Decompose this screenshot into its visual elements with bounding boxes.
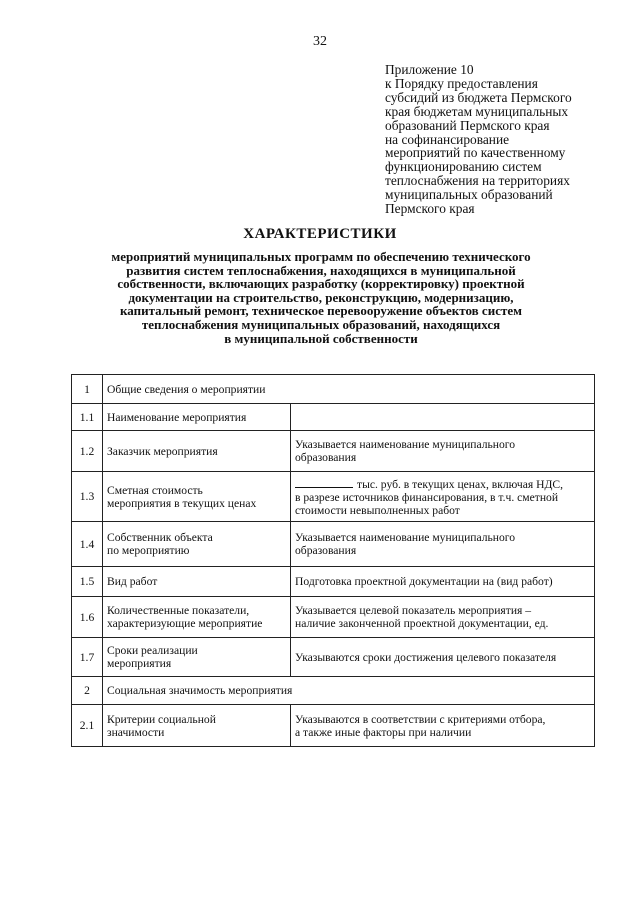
section-title: Социальная значимость мероприятия xyxy=(103,677,595,705)
table-section-row xyxy=(72,375,595,404)
section-number: 2 xyxy=(72,677,103,705)
section-number: 1 xyxy=(72,375,103,404)
appendix-line: к Порядку предоставления xyxy=(385,75,538,91)
row-label: Сметная стоимость мероприятия в текущих ценах xyxy=(103,472,291,522)
appendix-line: мероприятий по качественному xyxy=(385,145,566,161)
table-row xyxy=(72,638,595,677)
table-row xyxy=(72,472,595,522)
row-number: 1.1 xyxy=(72,404,103,431)
row-number: 1.2 xyxy=(72,431,103,472)
row-label: Наименование мероприятия xyxy=(103,404,291,431)
subtitle-line: мероприятий муниципальных программ по обеспечению технического xyxy=(111,249,531,264)
row-value: Указываются в соответствии с критериями отбора, а также иные факторы при наличии xyxy=(291,705,595,747)
row-label: Количественные показатели, характеризующие мероприятие xyxy=(103,597,291,638)
table-row xyxy=(72,597,595,638)
page-number: 32 xyxy=(313,34,327,49)
row-value: Указывается наименование муниципального образования xyxy=(291,522,595,567)
section-title: Общие сведения о мероприятии xyxy=(103,375,595,404)
appendix-line: края бюджетам муниципальных xyxy=(385,103,569,119)
row-number: 1.7 xyxy=(72,638,103,677)
appendix-line: Пермского края xyxy=(385,201,475,217)
table-section-row xyxy=(72,677,595,705)
row-label: Вид работ xyxy=(103,567,291,597)
row-label: Сроки реализации мероприятия xyxy=(103,638,291,677)
table-row xyxy=(72,567,595,597)
row-number: 2.1 xyxy=(72,705,103,747)
appendix-line: теплоснабжения на территориях xyxy=(385,173,570,189)
document-title: ХАРАКТЕРИСТИКИ xyxy=(243,226,397,242)
appendix-line: функционированию систем xyxy=(385,159,542,175)
fill-in-blank xyxy=(295,477,353,488)
row-label: Заказчик мероприятия xyxy=(103,431,291,472)
appendix-line: муниципальных образований xyxy=(385,187,553,203)
row-value: Указывается целевой показатель мероприятия – наличие законченной проектной документации, ед. xyxy=(291,597,595,638)
subtitle-line: собственности, включающих разработку (корректировку) проектной xyxy=(117,276,525,292)
subtitle-line: теплоснабжения муниципальных образований, находящихся xyxy=(141,316,501,332)
row-value: тыс. руб. в текущих ценах, включая НДС, в разрезе источников финансирования, в т.ч. сметной стоимости невыполненных работ xyxy=(291,472,595,522)
row-number: 1.6 xyxy=(72,597,103,638)
table-row xyxy=(72,705,595,747)
row-number: 1.4 xyxy=(72,522,103,567)
row-label: Критерии социальной значимости xyxy=(103,705,291,747)
appendix-line: субсидий из бюджета Пермского xyxy=(385,89,572,105)
row-value: Подготовка проектной документации на (вид работ) xyxy=(291,567,595,597)
row-number: 1.3 xyxy=(72,472,103,522)
characteristics-table xyxy=(71,374,595,747)
row-value: Указывается наименование муниципального образования xyxy=(291,431,595,472)
appendix-header xyxy=(385,63,630,216)
row-label: Собственник объекта по мероприятию xyxy=(103,522,291,567)
appendix-line: Приложение 10 xyxy=(385,62,474,77)
table-row xyxy=(72,522,595,567)
row-value xyxy=(291,404,595,431)
appendix-line: на софинансирование xyxy=(385,131,510,147)
appendix-line: образований Пермского края xyxy=(385,117,550,133)
subtitle-line: капитальный ремонт, техническое перевооружение объектов систем xyxy=(120,303,522,319)
subtitle-line: документации на строительство, реконструкцию, модернизацию, xyxy=(128,289,514,305)
row-number: 1.5 xyxy=(72,567,103,597)
subtitle-line: развития систем теплоснабжения, находящихся в муниципальной xyxy=(126,262,516,278)
table-row xyxy=(72,431,595,472)
table-row xyxy=(72,404,595,431)
row-value: Указываются сроки достижения целевого показателя xyxy=(291,638,595,677)
subtitle-line: в муниципальной собственности xyxy=(224,330,418,346)
document-subtitle xyxy=(88,250,554,345)
